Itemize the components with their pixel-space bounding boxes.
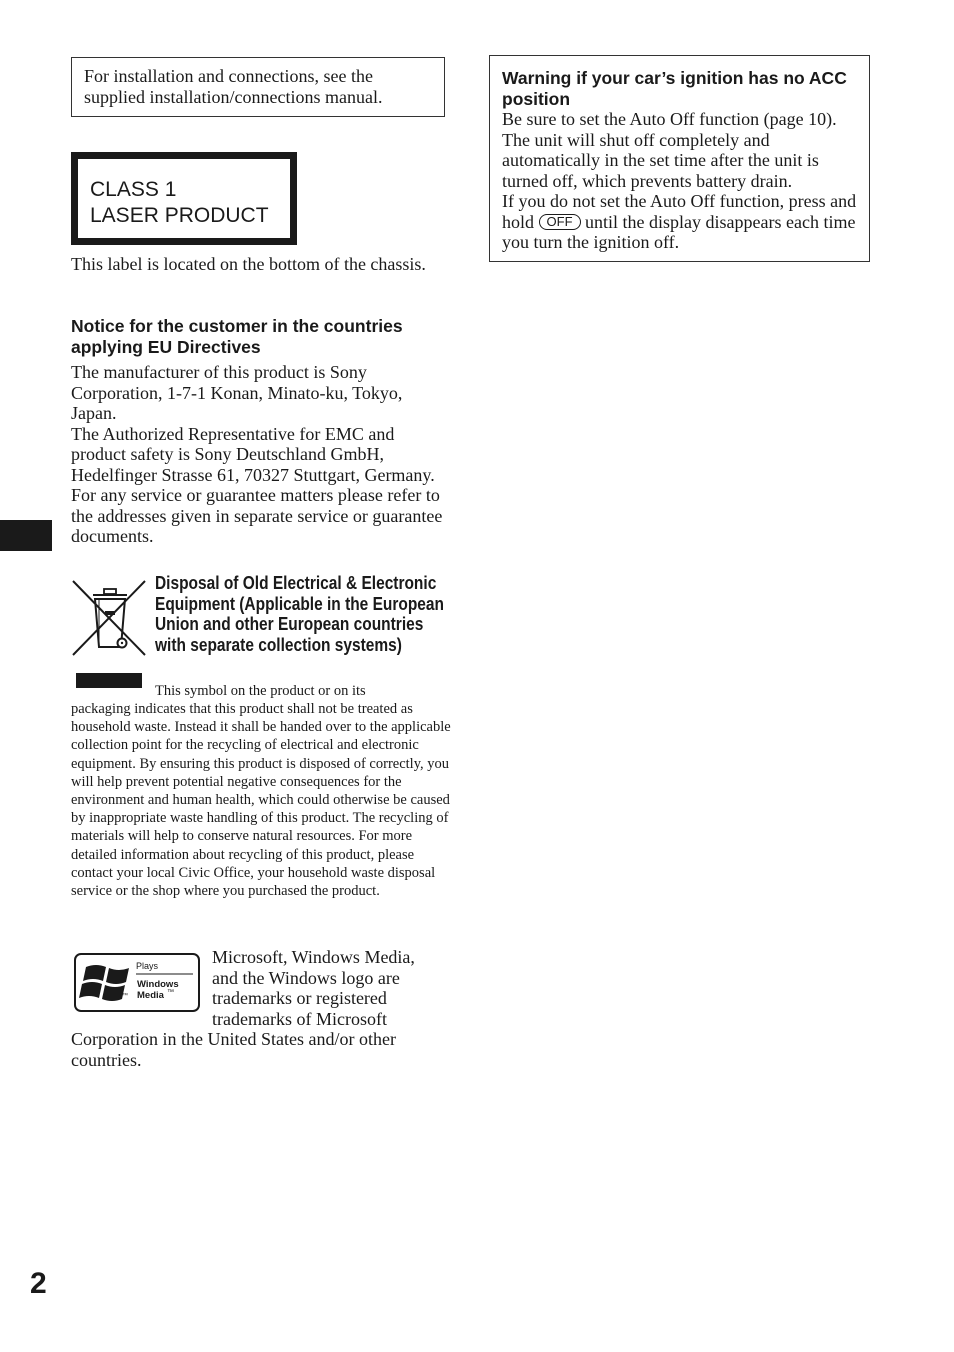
logo-tm-mark-small: ™	[122, 993, 128, 999]
disposal-body-first-line: This symbol on the product or on its	[155, 683, 366, 699]
acc-warning-paragraph: Be sure to set the Auto Off function (page 10). The unit will shut off completely and automatically in the set time after the unit is turned off, which prevents battery drain.	[502, 109, 837, 191]
laser-label-line1: CLASS 1	[90, 178, 177, 201]
eu-notice-paragraph: The Authorized Representative for EMC and product safety is Sony Deutschland GmbH, Hedelfinger Strasse 61, 70327 Stuttgart, Germany. For any service or guarantee matters please refer to the addresses given in separate service or guarantee documents.	[71, 423, 443, 546]
label-location-text: This label is located on the bottom of the chassis.	[71, 254, 426, 274]
trademark-text-rest: Corporation in the United States and/or other countries.	[71, 1029, 396, 1070]
plays-windows-media-logo	[74, 953, 200, 1012]
trademark-line: Microsoft, Windows Media,	[212, 947, 415, 967]
acc-warning-text: until the display disappears each time you turn the ignition off.	[502, 211, 856, 252]
eu-notice-paragraph: The manufacturer of this product is Sony Corporation, 1-7-1 Konan, Minato-ku, Tokyo, Japan.	[71, 362, 403, 423]
acc-warning-paragraph	[502, 191, 857, 253]
trademark-line: trademarks or registered	[212, 988, 387, 1008]
eu-notice-body	[71, 362, 446, 547]
installation-note-box	[71, 57, 445, 117]
logo-plays-text: Plays	[136, 961, 159, 971]
acc-warning-heading: Warning if your car’s ignition has no ACC position	[502, 68, 847, 109]
installation-note-text: For installation and connections, see the supplied installation/connections manual.	[84, 66, 383, 107]
off-key-icon: OFF	[539, 214, 581, 230]
logo-tm-mark: ™	[167, 989, 174, 996]
eu-notice-heading: Notice for the customer in the countries applying EU Directives	[71, 316, 403, 357]
laser-class-label	[71, 152, 297, 245]
section-tab-marker	[0, 520, 52, 551]
logo-media-text: Media	[137, 990, 164, 1001]
acc-warning-box	[489, 55, 870, 262]
laser-label-line2: LASER PRODUCT	[90, 204, 269, 227]
crossed-out-wheelie-bin-icon	[71, 577, 146, 689]
disposal-heading: Disposal of Old Electrical & Electronic Equipment (Applicable in the European Union and other European countries with separate collection systems)	[155, 573, 444, 655]
trademark-text-lines	[212, 947, 442, 1029]
trademark-line: trademarks of Microsoft	[212, 1008, 387, 1029]
disposal-body: packaging indicates that this product shall not be treated as household waste. Instead it shall be handed over to the applicable collection point for the recycling of electrical and electronic equipment. By ensuring this product is disposed of correctly, you will help prevent potential negative consequences for the environment and human health, which could otherwise be caused by inappropriate waste handling of this product. The recycling of materials will help to conserve natural resources. For more detailed information about recycling of this product, please contact your local Civic Office, your household waste disposal service or the shop where you purchased the product.	[71, 701, 451, 900]
page-number: 2	[30, 1267, 47, 1300]
logo-windows-text: Windows	[137, 979, 179, 990]
acc-warning-text: If you do not set the Auto Off function, press and hold	[502, 191, 857, 232]
trademark-line: and the Windows logo are	[212, 967, 400, 988]
